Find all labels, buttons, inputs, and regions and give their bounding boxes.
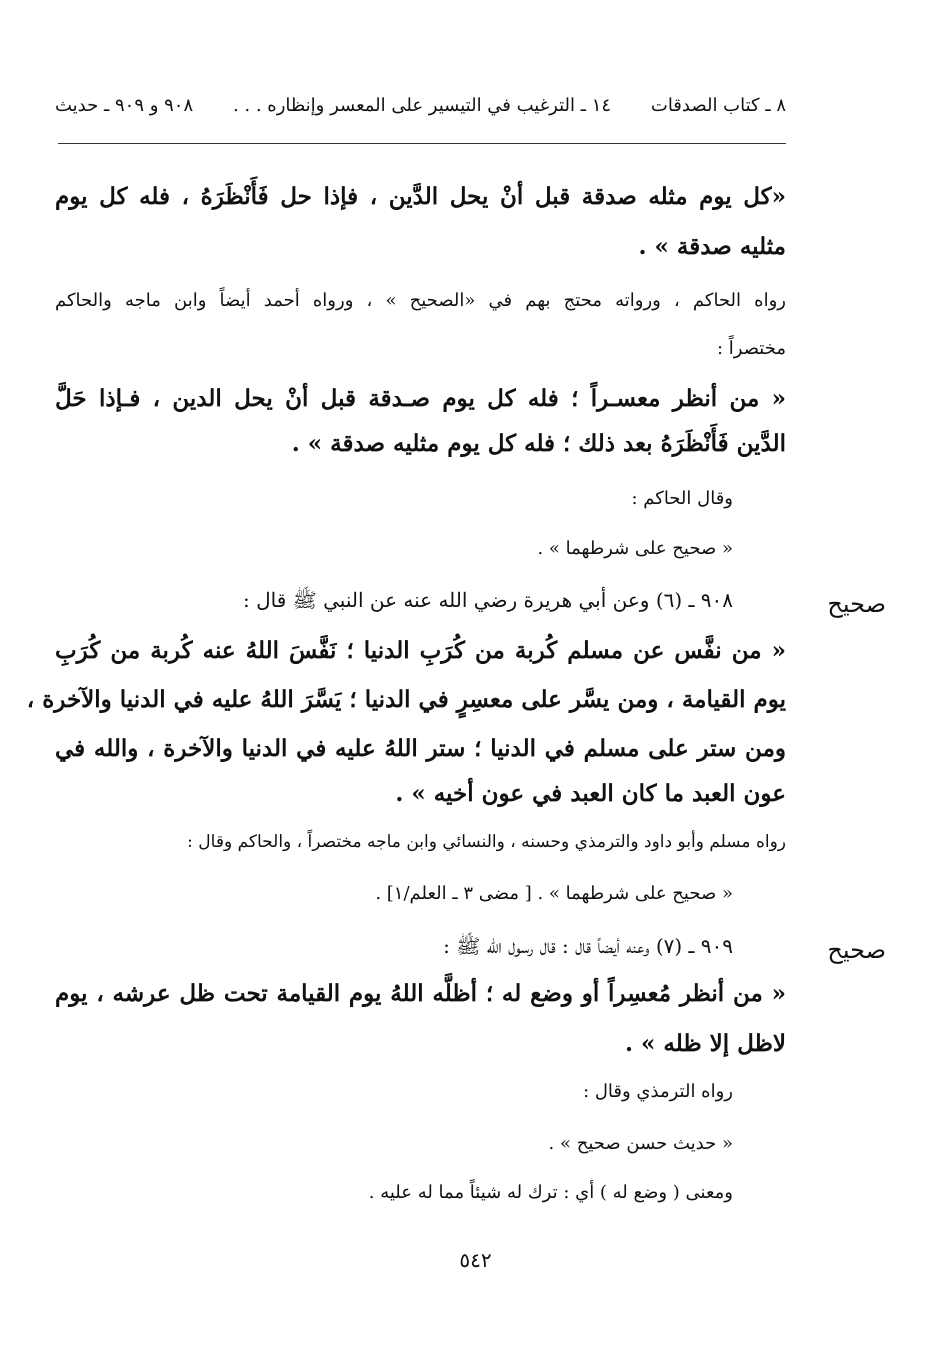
text-line: « من أنظر مُعسِراً أو وضع له ؛ أظلَّه اللهُ يوم القيامة تحت ظل عرشه ، يوم xyxy=(55,980,786,1007)
hadith-grade: صحيح xyxy=(827,590,886,618)
hadith-grade: صحيح xyxy=(827,936,886,964)
text-line: « من أنظر معسـراً ؛ فله كل يوم صـدقة قبل أنْ يحل الدين ، فـإذا حَلَّ xyxy=(55,385,786,412)
chapter-title: ٨ ـ كتاب الصدقات xyxy=(650,95,786,116)
text-line: مختصراً : xyxy=(716,338,786,359)
text-line: « صحيح على شرطهما » . xyxy=(537,538,733,559)
page-number: ٥٤٢ xyxy=(459,1248,492,1272)
hadith-heading: ٩٠٨ ـ (٦) وعن أبي هريرة رضي الله عنه عن النبي ﷺ قال : xyxy=(242,588,733,612)
text-line: الدَّين فَأَنْظَرَهُ بعد ذلك ؛ فله كل يوم مثليه صدقة » . xyxy=(291,430,786,457)
text-line: رواه الترمذي وقال : xyxy=(583,1081,733,1102)
text-line: ومعنى ( وضع له ) أي : ترك له شيئاً مما له عليه . xyxy=(368,1182,733,1203)
hadith-heading: ٩٠٩ ـ (٧) وعنه أيضاً قال : قال رسول الله ﷺ : xyxy=(443,934,733,958)
running-header xyxy=(55,95,786,116)
header-rule xyxy=(58,143,786,144)
text-line: « حديث حسن صحيح » . xyxy=(548,1133,733,1154)
text-line: ومن ستر على مسلم في الدنيا ؛ ستر اللهُ عليه في الدنيا والآخرة ، والله في xyxy=(55,735,786,762)
text-line: رواه الحاكم ، ورواته محتج بهم في «الصحيح » ، ورواه أحمد أيضاً وابن ماجه والحاكم xyxy=(55,290,786,311)
text-line: وقال الحاكم : xyxy=(631,488,733,509)
text-line: «كل يوم مثله صدقة قبل أنْ يحل الدَّين ، فإذا حل فَأَنْظَرَهُ ، فله كل يوم xyxy=(55,183,786,210)
text-line: عون العبد ما كان العبد في عون أخيه » . xyxy=(395,780,786,807)
text-line: رواه مسلم وأبو داود والترمذي وحسنه ، والنسائي وابن ماجه مختصراً ، والحاكم وقال : xyxy=(187,832,786,852)
text-line: « صحيح على شرطهما » . [ مضى ٣ ـ العلم/١] . xyxy=(375,883,733,904)
text-line: مثليه صدقة » . xyxy=(638,233,786,260)
text-line: يوم القيامة ، ومن يسَّر على معسِرٍ في الدنيا ؛ يَسَّرَ اللهُ عليه في الدنيا والآخرة ، xyxy=(26,686,786,713)
hadith-range: ٩٠٨ و ٩٠٩ ـ حديث xyxy=(55,95,194,116)
section-title: ١٤ ـ الترغيب في التيسير على المعسر وإنظاره . . . xyxy=(232,95,612,116)
text-line: لاظل إلا ظله » . xyxy=(624,1030,786,1057)
text-line: « من نفَّس عن مسلم كُربة من كُرَبِ الدنيا ؛ نَفَّسَ اللهُ عنه كُربة من كُرَبِ xyxy=(55,637,786,664)
